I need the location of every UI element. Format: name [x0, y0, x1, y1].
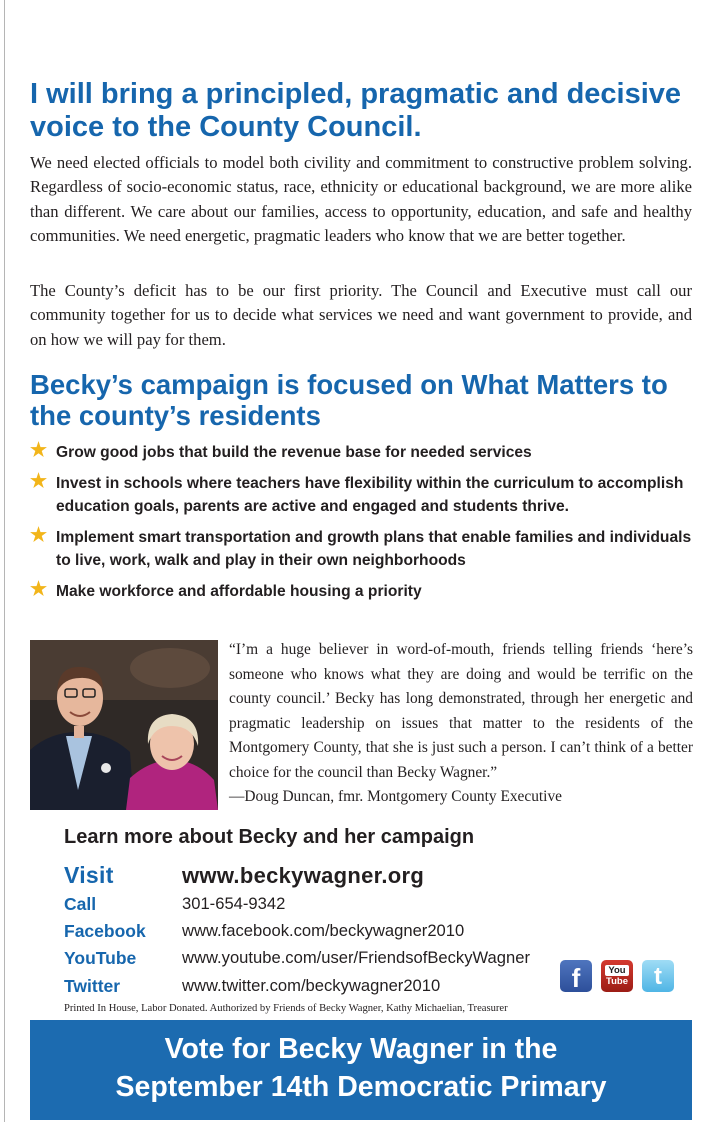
contact-label-call: Call — [64, 894, 97, 914]
contact-label-facebook: Facebook — [64, 921, 146, 941]
contact-row-youtube — [64, 948, 584, 975]
star-icon: ★ — [30, 578, 48, 600]
list-item-text: Invest in schools where teachers have flexibility within the curriculum to accomplish education goals, parents are active and engaged and students thrive. — [56, 474, 684, 515]
list-item — [30, 526, 710, 573]
printed-notice: Printed In House, Labor Donated. Authorized by Friends of Becky Wagner, Kathy Michaelian, Treasurer — [64, 1003, 508, 1014]
youtube-icon-top: You — [605, 965, 629, 976]
website-link[interactable]: www.beckywagner.org — [182, 863, 425, 888]
list-item — [30, 472, 710, 519]
vote-banner — [30, 1020, 692, 1120]
endorsement-quote — [229, 638, 693, 810]
contact-label-visit: Visit — [64, 862, 114, 888]
youtube-icon-bottom: Tube — [606, 976, 628, 987]
youtube-icon[interactable] — [601, 960, 633, 992]
endorsement-photo — [30, 640, 218, 810]
quote-attribution: —Doug Duncan, fmr. Montgomery County Executive — [229, 788, 562, 805]
contact-label-youtube: YouTube — [64, 948, 137, 968]
list-item — [30, 441, 710, 465]
main-headline: I will bring a principled, pragmatic and decisive voice to the County Council. — [30, 78, 682, 143]
intro-paragraph: We need elected officials to model both civility and commitment to constructive problem solving. Regardless of socio-economic status, race, ethnicity or educational background, we are more alike than different. We care about our families, access to opportunity, education, and safe and healthy communities. We need energetic, pragmatic leaders who know that we are better together. — [30, 153, 692, 245]
contact-row-facebook — [64, 921, 584, 948]
page-edge-rule — [4, 0, 5, 1122]
facebook-icon[interactable]: f — [560, 960, 592, 992]
endorsement-photo-illustration — [30, 640, 218, 810]
contact-row-twitter — [64, 976, 584, 1003]
priorities-list — [30, 441, 710, 610]
contact-row-visit — [64, 862, 584, 889]
list-item-text: Implement smart transportation and growth plans that enable families and individuals to live, work, walk and play in their own neighborhoods — [56, 528, 692, 569]
banner-line-1: Vote for Becky Wagner in the — [164, 1033, 558, 1065]
list-item-text: Grow good jobs that build the revenue base for needed services — [56, 444, 532, 461]
star-icon: ★ — [30, 440, 48, 461]
list-item-text: Make workforce and affordable housing a priority — [56, 582, 422, 600]
facebook-link[interactable]: www.facebook.com/beckywagner2010 — [182, 921, 465, 940]
list-item — [30, 580, 710, 604]
banner-line-2: September 14th Democratic Primary — [115, 1071, 607, 1103]
learn-more-heading: Learn more about Becky and her campaign — [64, 826, 475, 848]
youtube-link[interactable]: www.youtube.com/user/FriendsofBeckyWagner — [182, 948, 530, 967]
phone-number[interactable]: 301-654-9342 — [182, 894, 286, 913]
contact-row-call — [64, 894, 584, 921]
campaign-subheading: Becky’s campaign is focused on What Matters to the county’s residents — [30, 369, 668, 431]
twitter-link[interactable]: www.twitter.com/beckywagner2010 — [182, 976, 441, 995]
contact-label-twitter: Twitter — [64, 976, 121, 996]
quote-text: “I’m a huge believer in word-of-mouth, friends telling friends ‘here’s someone who knows what they are doing and would be terrific on the county council.’ Becky has long demonstrated, through her energetic and pragmatic leadership on issues that matter to the residents of the Montgomery County, that she is just such a person. I can’t think of a better choice for the council than Becky Wagner.” — [229, 641, 693, 781]
twitter-icon[interactable]: t — [642, 960, 674, 992]
deficit-paragraph: The County’s deficit has to be our first priority. The Council and Executive must call our community together for us to decide what services we need and want government to provide, and on how we will pay for them. — [30, 281, 692, 349]
star-icon: ★ — [30, 470, 48, 492]
star-icon: ★ — [30, 524, 48, 546]
